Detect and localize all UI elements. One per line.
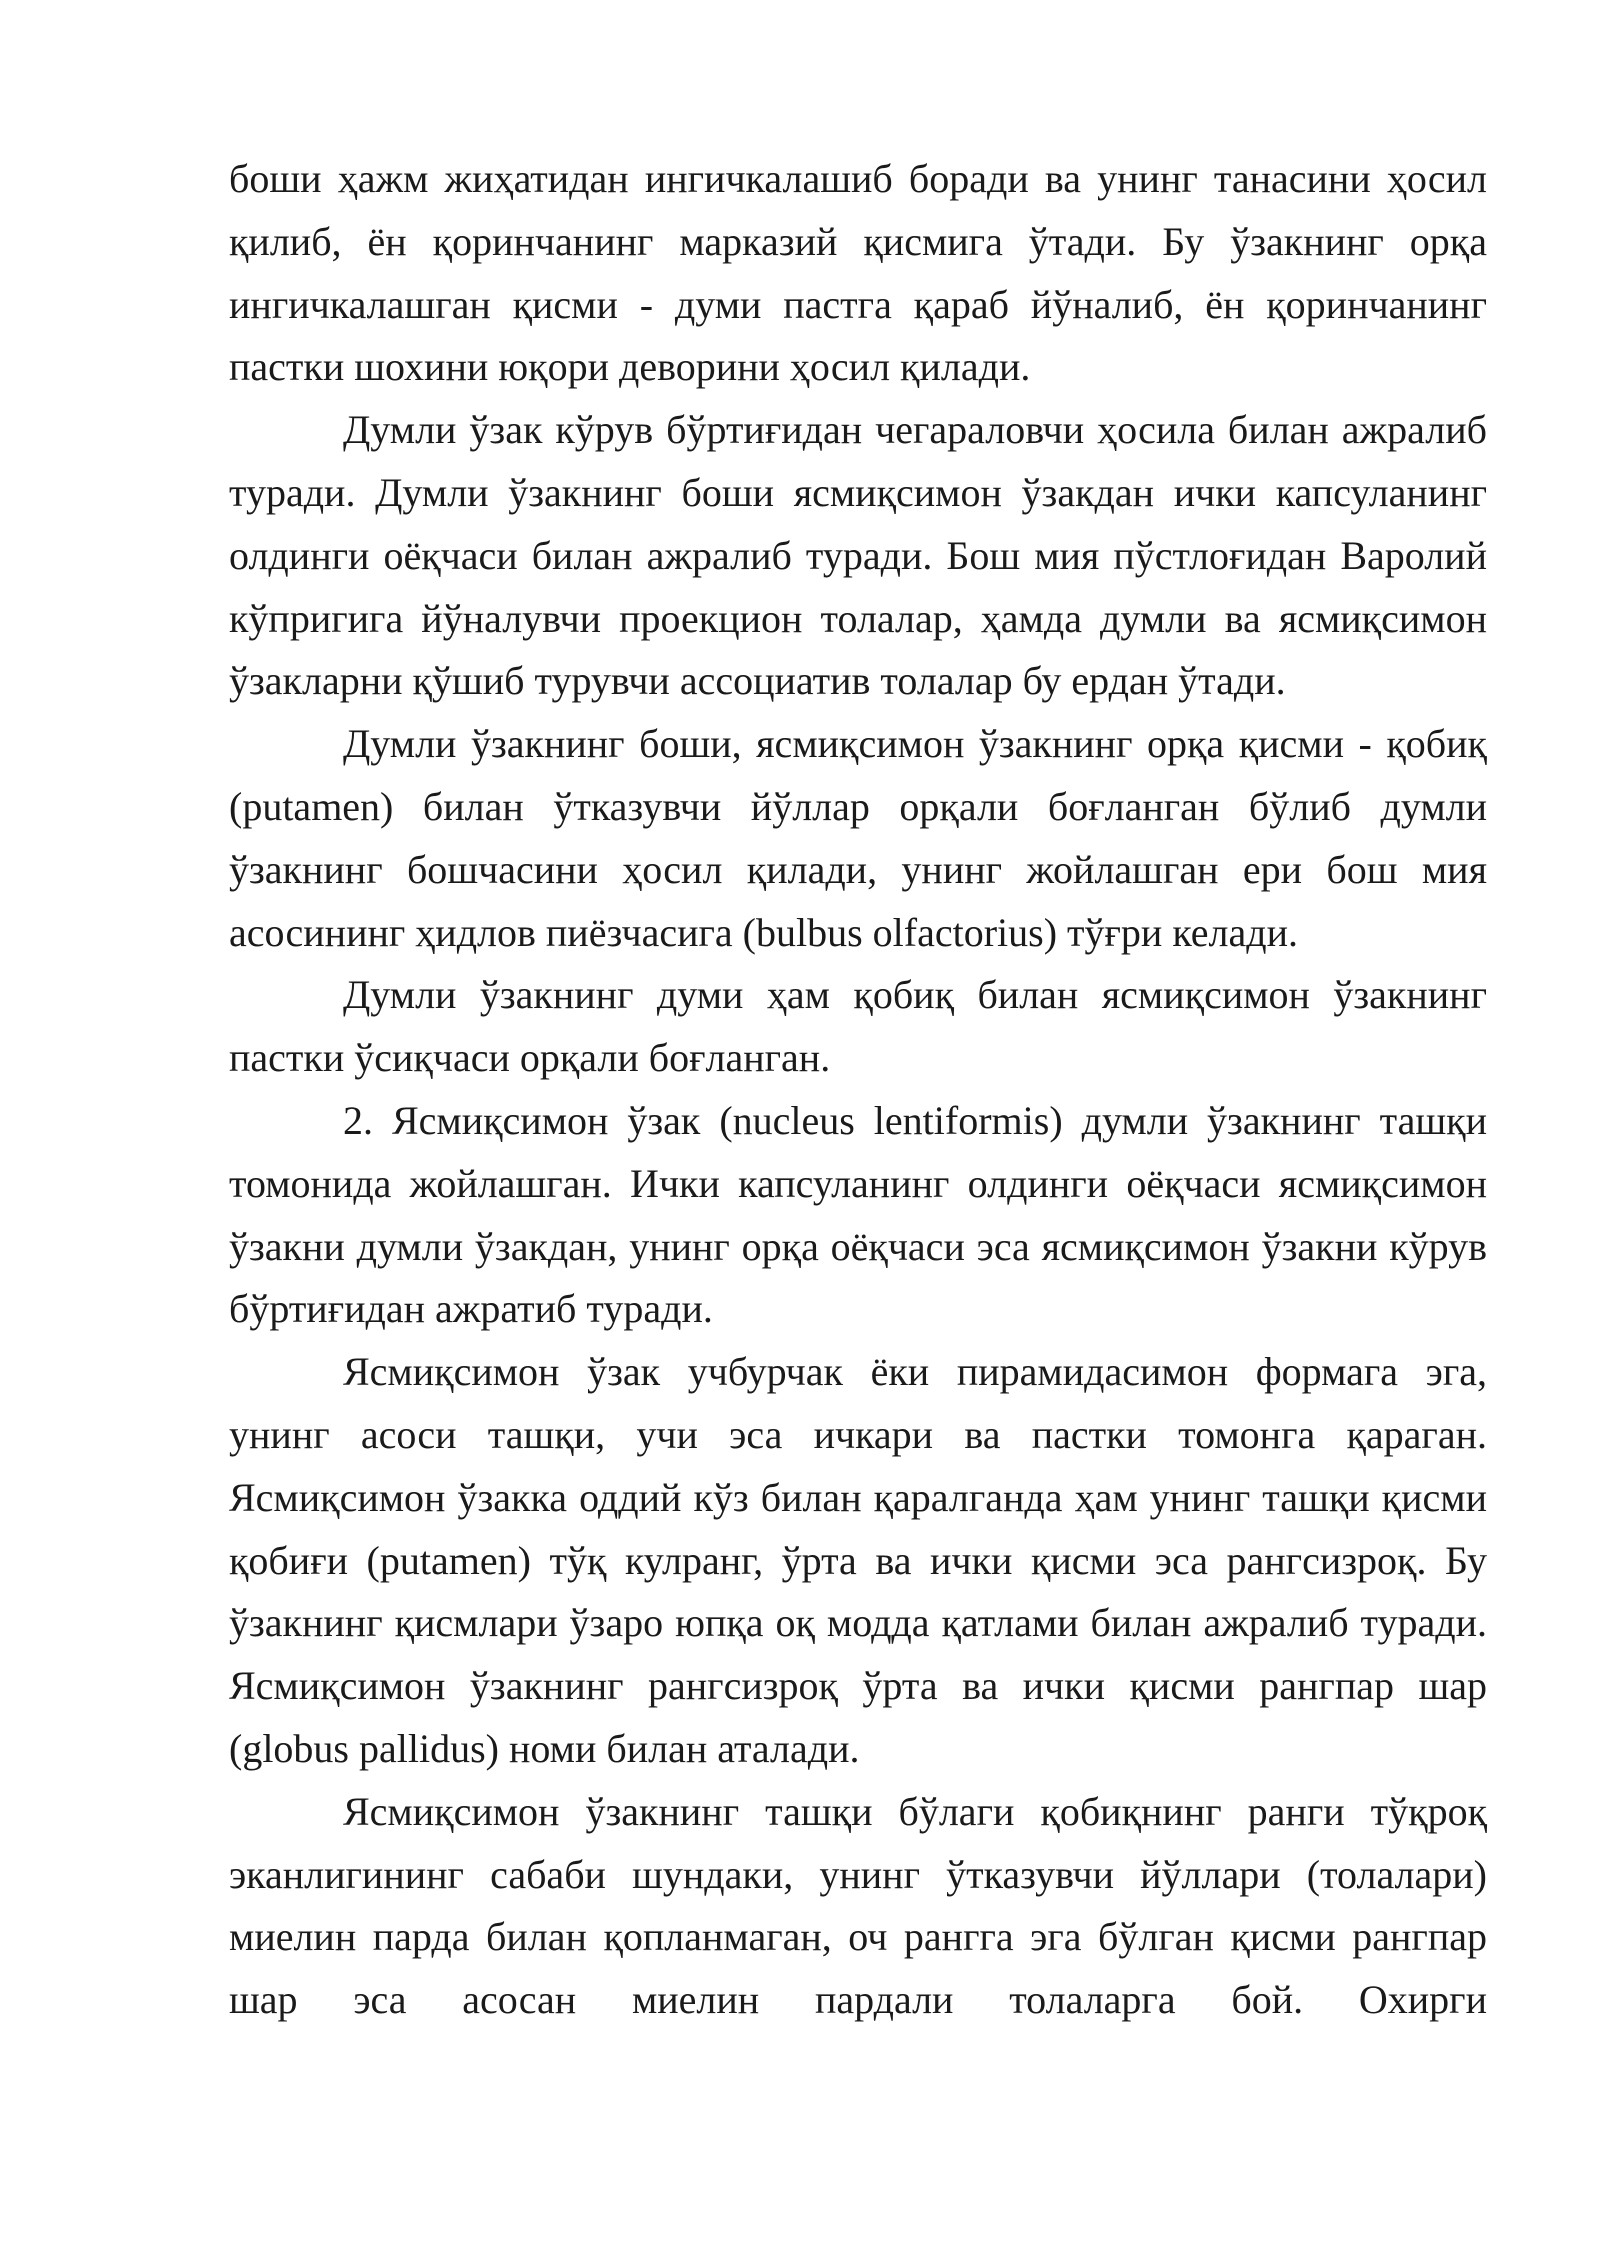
paragraph: Думли ўзакнинг боши, ясмиқсимон ўзакнинг орқа қисми - қобиқ (putamen) билан ўтказувчи йўллар орқали боғланган бўлиб думли ўзакнинг бошчасини ҳосил қилади, унинг жойлашган ери бош мия асосининг ҳидлов пиёзчасига (bulbus olfactorius) тўғри келади. (229, 721, 1487, 955)
paragraph-numbered-2: 2. Ясмиқсимон ўзак (nucleus lentiformis) думли ўзакнинг ташқи томонида жойлашган. Ички капсуланинг олдинги оёқчаси ясмиқсимон ўзакни думли ўзакдан, унинг орқа оёқчаси эса ясмиқсимон ўзакни кўрув бўртиғидан ажратиб туради. (229, 1097, 1487, 1332)
paragraph-continues: Ясмиқсимон ўзакнинг ташқи бўлаги қобиқнинг ранги тўқроқ эканлигининг сабаби шундаки, унинг ўтказувчи йўллари (толалари) миелин парда билан қопланмаган, оч рангга эга бўлган қисми рангпар шар эса асосан миелин пардали толаларга бой. Охирги (229, 1788, 1487, 2023)
paragraph: Ясмиқсимон ўзак учбурчак ёки пирамидасимон формага эга, унинг асоси ташқи, учи эса ичкари ва пастки томонга қараган. Ясмиқсимон ўзакка оддий кўз билан қаралганда ҳам унинг ташқи қисми қобиғи (putamen) тўқ кулранг, ўрта ва ички қисми эса рангсизроқ. Бу ўзакнинг қисмлари ўзаро юпқа оқ модда қатлами билан ажралиб туради. Ясмиқсимон ўзакнинг рангсизроқ ўрта ва ички қисми рангпар шар (globus pallidus) номи билан аталади. (229, 1349, 1487, 1771)
paragraph: Думли ўзакнинг думи ҳам қобиқ билан ясмиқсимон ўзакнинг пастки ўсиқчаси орқали боғланган. (229, 972, 1487, 1081)
body-text (229, 148, 1487, 2032)
paragraph: Думли ўзак кўрув бўртиғидан чегараловчи ҳосила билан ажралиб туради. Думли ўзакнинг боши ясмиқсимон ўзакдан ички капсуланинг олдинги оёқчаси билан ажралиб туради. Бош мия пўстлоғидан Варолий кўпригига йўналувчи проекцион толалар, ҳамда думли ва ясмиқсимон ўзакларни қўшиб турувчи ассоциатив толалар бу ердан ўтади. (229, 407, 1487, 704)
paragraph-continued: боши ҳажм жиҳатидан ингичкалашиб боради ва унинг танасини ҳосил қилиб, ён қоринчанинг марказий қисмига ўтади. Бу ўзакнинг орқа ингичкалашган қисми - думи пастга қараб йўналиб, ён қоринчанинг пастки шохини юқори деворини ҳосил қилади. (229, 156, 1487, 390)
